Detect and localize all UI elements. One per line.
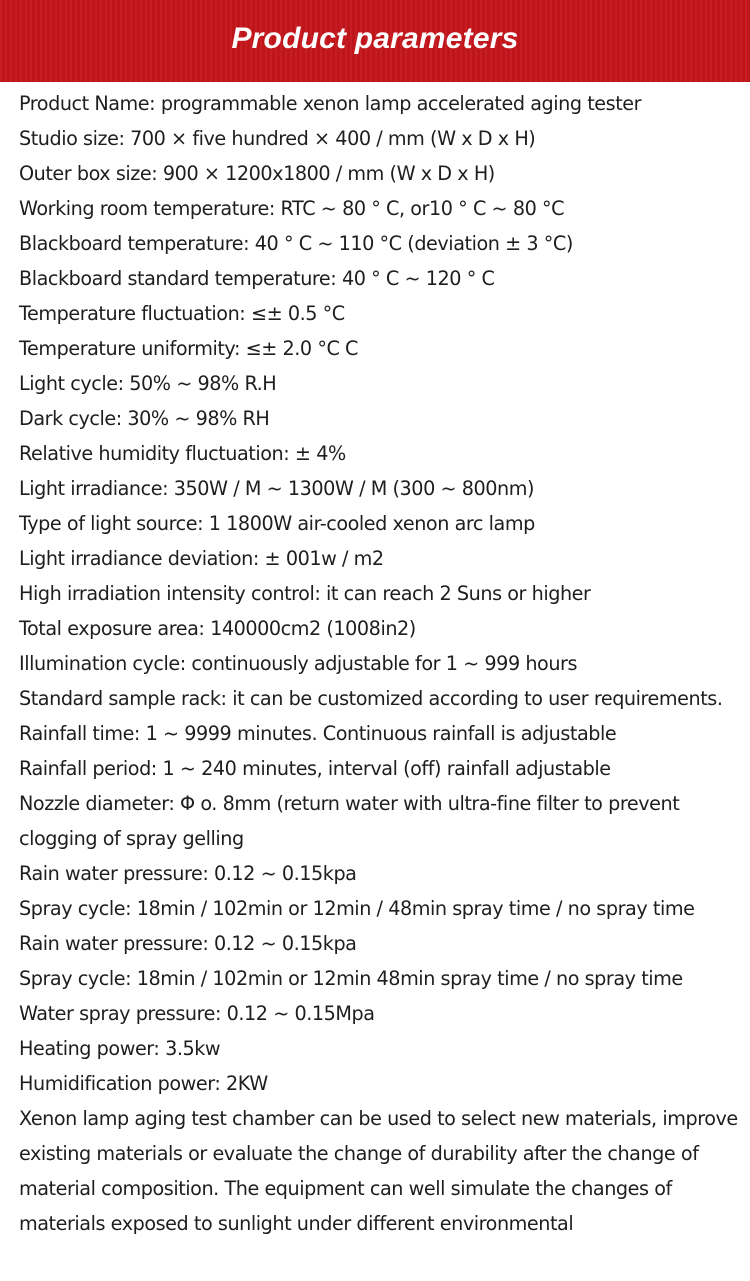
param-line: High irradiation intensity control: it can reach 2 Suns or higher: [19, 582, 591, 605]
param-line: Heating power: 3.5kw: [19, 1037, 221, 1060]
param-line: Temperature uniformity: ≤± 2.0 °C C: [19, 337, 359, 360]
param-line: Dark cycle: 30% ~ 98% RH: [19, 407, 270, 430]
param-line: Standard sample rack: it can be customized according to user requirements. Rainfall time: 1 ~ 9999 minutes. Continuous rainfall is adjustable: [19, 687, 723, 745]
page-header: [0, 0, 750, 82]
param-line: Illumination cycle: continuously adjustable for 1 ~ 999 hours: [19, 652, 578, 675]
param-line: Studio size: 700 × five hundred × 400 / mm (W x D x H): [19, 127, 536, 150]
param-line: Spray cycle: 18min / 102min or 12min / 48min spray time / no spray time: [19, 897, 695, 920]
param-line: Type of light source: 1 1800W air-cooled xenon arc lamp: [19, 512, 535, 535]
param-line: Product Name: programmable xenon lamp accelerated aging tester: [19, 92, 642, 115]
description-paragraph: Xenon lamp aging test chamber can be used to select new materials, improve existing materials or evaluate the change of durability after the change of material composition. The equipment can well simulate the changes of materials exposed to sunlight under different environmental: [19, 1107, 738, 1235]
param-line: Humidification power: 2KW: [19, 1072, 268, 1095]
param-line: Working room temperature: RTC ~ 80 ° C, or10 ° C ~ 80 °C: [19, 197, 565, 220]
param-line: Water spray pressure: 0.12 ~ 0.15Mpa: [19, 1002, 375, 1025]
param-line: Total exposure area: 140000cm2 (1008in2): [19, 617, 416, 640]
param-line: Light cycle: 50% ~ 98% R.H: [19, 372, 277, 395]
param-line: Blackboard temperature: 40 ° C ~ 110 °C (deviation ± 3 °C): [19, 232, 573, 255]
param-line: Temperature fluctuation: ≤± 0.5 °C: [19, 302, 345, 325]
param-line: Light irradiance: 350W / M ~ 1300W / M (300 ~ 800nm): [19, 477, 535, 500]
param-line: Light irradiance deviation: ± 001w / m2: [19, 547, 384, 570]
page-title: Product parameters: [231, 22, 519, 55]
param-line: Rain water pressure: 0.12 ~ 0.15kpa: [19, 932, 357, 955]
param-line: Blackboard standard temperature: 40 ° C ~ 120 ° C: [19, 267, 495, 290]
param-line: Rain water pressure: 0.12 ~ 0.15kpa: [19, 862, 357, 885]
param-line: Spray cycle: 18min / 102min or 12min 48min spray time / no spray time: [19, 967, 683, 990]
param-line: Relative humidity fluctuation: ± 4%: [19, 442, 346, 465]
param-line: Nozzle diameter: Φ o. 8mm (return water with ultra-fine filter to prevent clogging of spray gelling: [19, 792, 680, 850]
parameter-list: [0, 82, 750, 1241]
param-line: Rainfall period: 1 ~ 240 minutes, interval (off) rainfall adjustable: [19, 757, 611, 780]
param-line: Outer box size: 900 × 1200x1800 / mm (W x D x H): [19, 162, 495, 185]
